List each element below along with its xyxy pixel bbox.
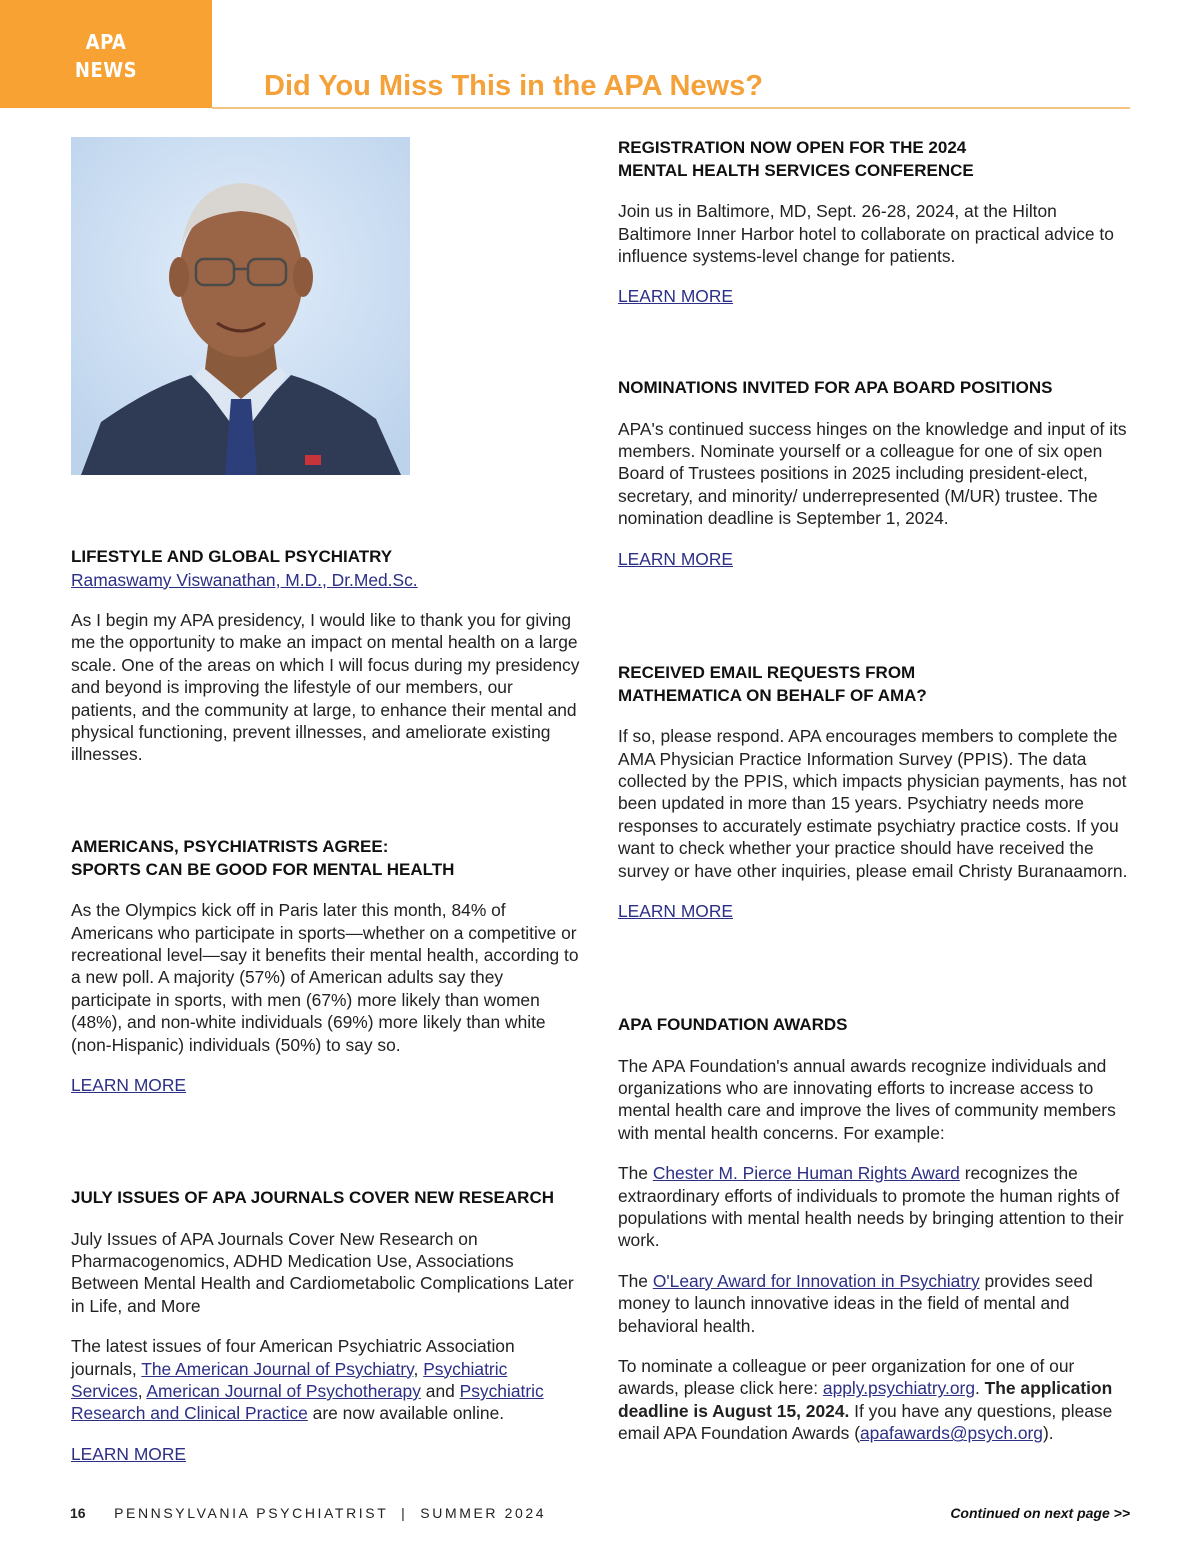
mathematica-heading-line1: RECEIVED EMAIL REQUESTS FROM	[618, 663, 916, 682]
awards-email-link[interactable]: apafawards@psych.org	[860, 1423, 1043, 1444]
oleary-intro: The	[618, 1270, 653, 1291]
sports-heading-line1: AMERICANS, PSYCHIATRISTS AGREE:	[71, 837, 389, 856]
foundation-nominate-paragraph	[618, 1355, 1130, 1445]
foundation-oleary-paragraph	[618, 1270, 1130, 1337]
journal-ajpt-link[interactable]: American Journal of Psychotherapy	[146, 1381, 421, 1402]
article-sports	[71, 836, 581, 1096]
nominate-contact: If you have any questions, please email APA Foundation Awards (	[618, 1400, 1113, 1444]
journal-sep2: ,	[137, 1381, 147, 1402]
mathematica-heading	[618, 662, 1130, 707]
journals-body2-outro: are now available online.	[307, 1403, 505, 1424]
section-tab-line2: NEWS	[74, 58, 138, 82]
pierce-award-link[interactable]: Chester M. Pierce Human Rights Award	[652, 1163, 960, 1184]
mathematica-body: If so, please respond. APA encourages members to complete the AMA Physician Practice Information Survey (PPIS). The data collected by the PPIS, which impacts physician payments, has not been updated in more than 15 years. Psychiatry needs more responses to accurately estimate psychiatry practice costs. If you want to check whether your practice should have received the survey or have other inquiries, please email Christy Buranaamorn.	[618, 726, 1128, 881]
mathematica-heading-line2: MATHEMATICA ON BEHALF OF AMA?	[618, 685, 927, 705]
journals-learn-more-link[interactable]: LEARN MORE	[71, 1443, 186, 1464]
article-nominations	[618, 377, 1130, 570]
journal-ajp-link[interactable]: The American Journal of Psychiatry	[141, 1358, 414, 1379]
pierce-desc: recognizes the extraordinary efforts of individuals to promote the human rights of populations with mental health needs by bringing attention to their work.	[618, 1163, 1124, 1251]
page-footer	[70, 1505, 546, 1521]
registration-heading-line2: MENTAL HEALTH SERVICES CONFERENCE	[618, 160, 974, 180]
nominate-intro: To nominate a colleague or peer organization for one of our awards, please click here:	[618, 1356, 1075, 1399]
nominate-end: ).	[1042, 1423, 1054, 1444]
nominations-body: APA's continued success hinges on the knowledge and input of its members. Nominate yourself or a colleague for one of six open Board of Trustees positions in 2025 including president-elect, secretary, and minority/ underrepresented (M/UR) trustee. The nomination deadline is September 1, 2024.	[618, 418, 1127, 529]
sports-heading	[71, 836, 581, 881]
registration-body: Join us in Baltimore, MD, Sept. 26-28, 2024, at the Hilton Baltimore Inner Harbor hotel to collaborate on practical advice to influence systems-level change for patients.	[618, 201, 1114, 266]
journal-prcp-link[interactable]: Psychiatric Research and Clinical Practice	[71, 1381, 544, 1424]
portrait-illustration	[71, 137, 410, 475]
journals-body2-intro: The latest issues of four American Psychiatric Association journals,	[71, 1336, 515, 1379]
nominations-learn-more-link[interactable]: LEARN MORE	[618, 548, 733, 569]
foundation-body1: The APA Foundation's annual awards recognize individuals and organizations who are innovating efforts to increase access to mental health care and improve the lives of community members with mental health concerns. For example:	[618, 1055, 1116, 1143]
oleary-desc: provides seed money to launch innovative ideas in the field of mental and behavioral health.	[618, 1270, 1093, 1336]
continued-link[interactable]: Continued on next page >>	[950, 1505, 1130, 1521]
sports-learn-more-link[interactable]: LEARN MORE	[71, 1075, 186, 1096]
registration-heading-line1: REGISTRATION NOW OPEN FOR THE 2024	[618, 138, 967, 157]
section-tab	[0, 0, 212, 108]
nominate-sep: .	[975, 1378, 985, 1399]
journal-sep1: ,	[413, 1358, 424, 1379]
foundation-pierce-paragraph	[618, 1162, 1130, 1252]
sports-body: As the Olympics kick off in Paris later this month, 84% of Americans who participate in sports—whether on a competitive or recreational level—say it benefits their mental health, according to a new poll. A majority (57%) of American adults say they participate in sports, with men (67%) more likely than women (48%), and non-white individuals (69%) more likely than white (non-Hispanic) individuals (50%) to say so.	[71, 900, 579, 1055]
registration-heading	[618, 137, 1130, 182]
journals-body1: July Issues of APA Journals Cover New Research on Pharmacogenomics, ADHD Medication Use, Associations Between Mental Health and Cardiometabolic Complications Later in Life, and More	[71, 1228, 574, 1316]
journal-sep3: and	[420, 1381, 460, 1402]
nominations-heading: NOMINATIONS INVITED FOR APA BOARD POSITIONS	[618, 378, 1053, 397]
journals-body2	[71, 1335, 581, 1425]
author-link[interactable]: Ramaswamy Viswanathan, M.D., Dr.Med.Sc.	[71, 569, 418, 590]
deadline-text: The application deadline is August 15, 2024.	[618, 1378, 1113, 1421]
author-portrait	[71, 137, 410, 475]
article-journals	[71, 1187, 581, 1465]
journals-heading: JULY ISSUES OF APA JOURNALS COVER NEW RESEARCH	[71, 1188, 555, 1207]
page-number: 16	[70, 1505, 86, 1521]
page-title: Did You Miss This in the APA News?	[264, 70, 763, 102]
lifestyle-body: As I begin my APA presidency, I would like to thank you for giving me the opportunity to make an impact on mental health on a large scale. One of the areas on which I will focus during my presidency and beyond is improving the lifestyle of our members, our patients, and the community at large, to enhance their mental and physical functioning, prevent illnesses, and ameliorate existing illnesses.	[71, 610, 580, 765]
article-lifestyle	[71, 546, 581, 766]
registration-learn-more-link[interactable]: LEARN MORE	[618, 286, 733, 307]
publication-name: PENNSYLVANIA PSYCHIATRIST | SUMMER 2024	[114, 1505, 547, 1521]
article-mathematica	[618, 662, 1130, 922]
foundation-heading: APA FOUNDATION AWARDS	[618, 1015, 848, 1034]
apply-link[interactable]: apply.psychiatry.org	[822, 1378, 975, 1399]
mathematica-learn-more-link[interactable]: LEARN MORE	[618, 901, 733, 922]
header-divider	[212, 107, 1130, 109]
sports-heading-line2: SPORTS CAN BE GOOD FOR MENTAL HEALTH	[71, 859, 455, 879]
oleary-award-link[interactable]: O'Leary Award for Innovation in Psychiatry	[652, 1270, 980, 1291]
article-registration	[618, 137, 1130, 308]
section-tab-line1: APA	[85, 30, 127, 54]
article-foundation	[618, 1014, 1130, 1445]
journal-ps-link[interactable]: Psychiatric Services	[71, 1358, 508, 1402]
lifestyle-heading: LIFESTYLE AND GLOBAL PSYCHIATRY	[71, 547, 393, 566]
pierce-intro: The	[618, 1163, 653, 1184]
